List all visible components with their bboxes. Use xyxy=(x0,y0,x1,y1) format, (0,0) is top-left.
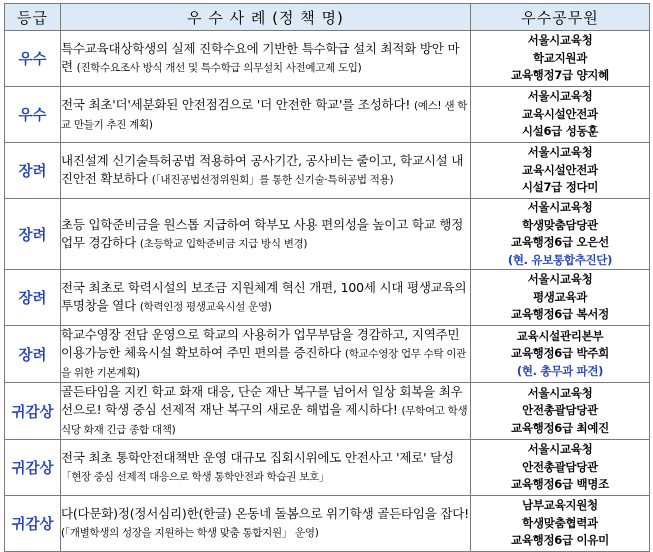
official-line: 교육시설관리본부 xyxy=(516,328,604,343)
table-row xyxy=(5,31,650,87)
official-line: 서울시교육청 xyxy=(527,272,593,287)
official-line: 교육행정6급 이유미 xyxy=(511,533,609,548)
header-official: 우수공무원 xyxy=(471,4,650,31)
grade-cell: 우수 xyxy=(5,31,61,87)
table-row xyxy=(5,87,650,143)
case-title-text: 다(다문화)정(정서심리)한(한글) 온동네 돌봄으로 위기학생 골든타임을 잡다! xyxy=(61,506,469,521)
official-line: 남부교육지원청 xyxy=(522,498,598,513)
official-line: 학생맞춤협력과 xyxy=(522,515,598,530)
official-line: 교육시설안전과 xyxy=(522,162,598,177)
grade-cell: 장려 xyxy=(5,270,61,326)
table-row xyxy=(5,440,650,496)
official-line: 교육행정7급 양지혜 xyxy=(511,68,609,83)
case-cell xyxy=(61,31,471,87)
table-row xyxy=(5,326,650,383)
case-title-text: 전국 최초 통학안전대책반 운영 대규모 집회시위에도 안전사고 '제로' 달성 xyxy=(61,450,454,465)
case-title xyxy=(61,505,470,542)
case-subtitle: (진학수요조사 방식 개선 및 특수학급 의무설치 사전예고제 도입) xyxy=(76,62,362,74)
table-row xyxy=(5,383,650,440)
case-title-text: 내진설계 신기술특허공법 적용하여 공사기간, 공사비는 줄이고, 학교시설 내진안전 확보하다 xyxy=(61,153,464,186)
official-line: 시설6급 성동훈 xyxy=(521,124,599,139)
official-line: 교육행정6급 백명조 xyxy=(511,477,609,492)
case-title-text: 초등 입학준비금을 원스톱 지급하여 학부모 사용 편의성을 높이고 학교 행정 업무 경감하다 xyxy=(61,216,464,250)
case-title xyxy=(61,279,470,316)
case-title xyxy=(61,40,470,77)
header-grade: 등급 xyxy=(5,4,61,31)
case-title-text: 골든타임을 지킨 학교 화재 대응, 단순 재난 복구를 넘어서 일상 회복을 최우선으로! 학생 중심 선제적 재난 복구의 새로운 해법을 제시하다! xyxy=(61,384,463,417)
official-line: 평생교육과 xyxy=(532,289,588,304)
case-title xyxy=(61,216,470,253)
case-title xyxy=(61,326,470,382)
table-row xyxy=(5,199,650,270)
case-title-text: 학교수영장 전담 운영으로 학교의 사용허가 업무부담을 경감하고, 지역주민 이용가능한 체육시설 확보하여 주민 편의를 증진하다 xyxy=(61,327,460,360)
case-subtitle: (무학여고 학생식당 화재 긴급 종합 대책) xyxy=(61,405,468,436)
awards-table xyxy=(4,3,650,552)
official-line: 서울시교육청 xyxy=(527,33,593,48)
case-title-text: 전국 최초로 학력시설의 보조금 지원체계 혁신 개편, 100세 시대 평생교육의 투명창을 열다 xyxy=(61,280,467,313)
official-line: 서울시교육청 xyxy=(527,89,593,104)
official-cell xyxy=(471,440,650,496)
case-title xyxy=(61,96,470,134)
case-subtitle: 「현장 중심 선제적 대응으로 학생 통학안전과 학습권 보호」 xyxy=(61,471,330,483)
case-subtitle: (학력인정 평생교육시설 운영) xyxy=(139,301,272,313)
official-line: 서울시교육청 xyxy=(527,442,593,457)
official-cell xyxy=(471,326,650,383)
official-line: 교육행정6급 박주희 xyxy=(511,346,609,361)
table-row xyxy=(5,496,650,552)
header-case: 우 수 사 례 (정 책 명) xyxy=(61,4,471,31)
official-line: 교육행정6급 복서정 xyxy=(511,307,609,322)
official-cell xyxy=(471,270,650,326)
header-row xyxy=(5,4,650,31)
official-line: 서울시교육청 xyxy=(527,145,593,160)
case-cell xyxy=(61,143,471,199)
official-cell xyxy=(471,143,650,199)
grade-cell: 장려 xyxy=(5,199,61,270)
grade-cell: 장려 xyxy=(5,326,61,383)
official-line: 서울시교육청 xyxy=(527,385,593,400)
case-cell xyxy=(61,440,471,496)
official-line: 안전총괄담당관 xyxy=(522,459,598,474)
grade-cell: 귀감상 xyxy=(5,440,61,496)
official-line: 교육시설안전과 xyxy=(522,106,598,121)
case-cell xyxy=(61,87,471,143)
case-subtitle: (예스! 샌 학교 만들기 추진 계획) xyxy=(61,99,468,131)
case-cell xyxy=(61,383,471,440)
table-row xyxy=(5,270,650,326)
grade-cell: 장려 xyxy=(5,143,61,199)
official-line: 교육행정6급 최예진 xyxy=(511,420,609,435)
official-line: 학생맞춤담당관 xyxy=(522,217,598,232)
official-line: 안전총괄담당관 xyxy=(522,403,598,418)
case-title xyxy=(61,383,470,439)
case-title xyxy=(61,449,470,486)
case-cell xyxy=(61,496,471,552)
case-subtitle: (학교수영장 업무 수탁 이관을 위한 기본계획) xyxy=(61,348,467,379)
official-line: 시설7급 정다미 xyxy=(521,180,599,195)
case-subtitle: (「개별학생의 성장을 지원하는 학생 맞춤 통합지원」 운영) xyxy=(61,527,319,539)
award-rows xyxy=(5,31,650,552)
official-note: (현. 총무과 파견) xyxy=(516,363,604,378)
official-cell xyxy=(471,87,650,143)
case-cell xyxy=(61,270,471,326)
case-title-text: 전국 최초'더'세분화된 안전점검으로 '더 안전한 학교'를 조성하다! xyxy=(61,96,411,112)
case-title-text: 특수교육대상학생의 실제 진학수요에 기반한 특수학급 설치 최적화 방안 마련 xyxy=(61,41,460,74)
case-cell xyxy=(61,326,471,383)
official-line: 교육행정6급 오은선 xyxy=(511,235,609,249)
official-cell xyxy=(471,199,650,270)
official-line: 서울시교육청 xyxy=(527,200,593,214)
official-note: (현. 유보통합추진단) xyxy=(507,252,613,267)
case-cell xyxy=(61,199,471,270)
official-line: 학교지원과 xyxy=(532,50,588,65)
official-cell xyxy=(471,31,650,87)
case-subtitle: (「내진공법선정위원회」를 통한 신기술·특허공법 적용) xyxy=(151,174,394,186)
grade-cell: 우수 xyxy=(5,87,61,143)
case-subtitle: (초등학교 입학준비금 지급 방식 변경) xyxy=(139,237,308,250)
official-cell xyxy=(471,383,650,440)
case-title xyxy=(61,152,470,189)
grade-cell: 귀감상 xyxy=(5,383,61,440)
table-row xyxy=(5,143,650,199)
official-cell xyxy=(471,496,650,552)
grade-cell: 귀감상 xyxy=(5,496,61,552)
